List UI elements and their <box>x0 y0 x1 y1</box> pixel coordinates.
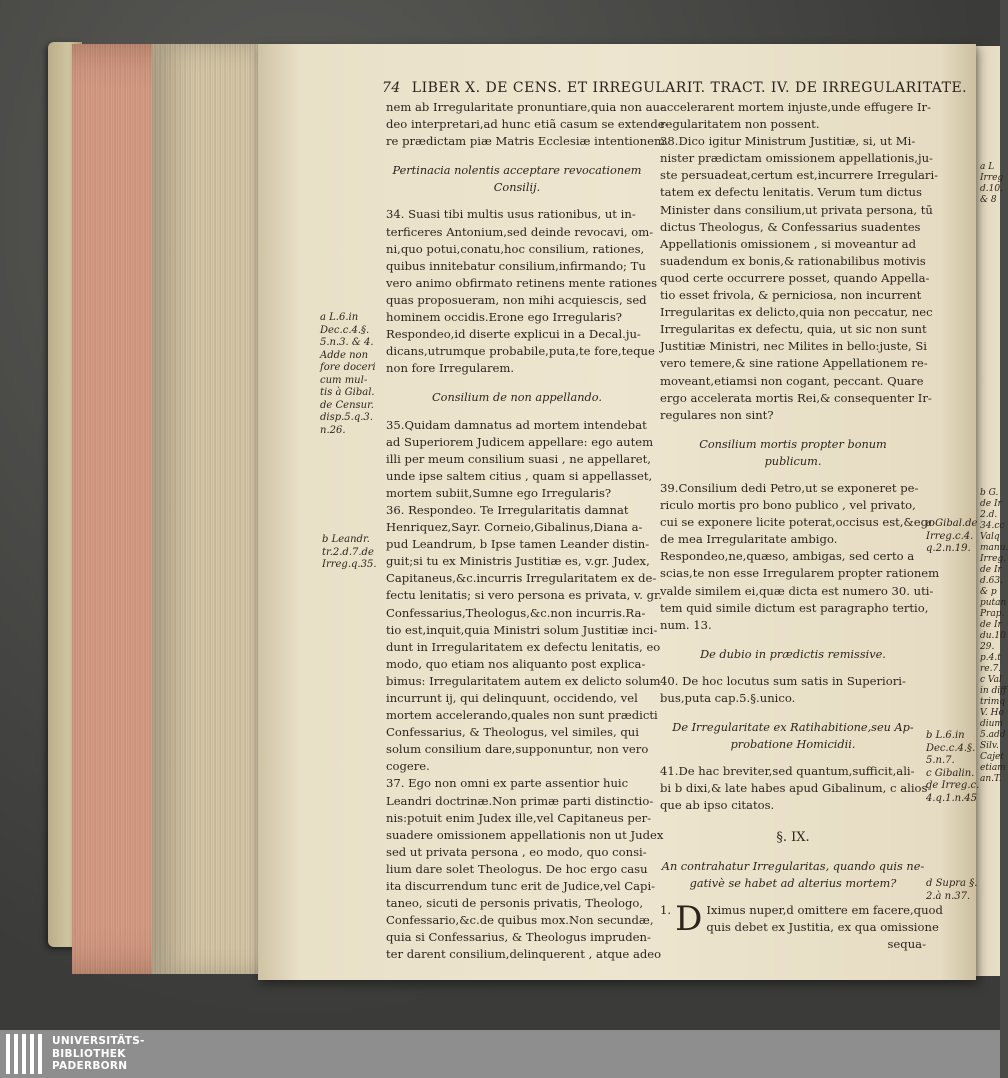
running-title: LIBER X. DE CENS. ET IRREGULARIT. TRACT. IV. DE IRREGULARITATE. <box>411 80 968 96</box>
section-heading <box>660 646 926 663</box>
text-line: nem ab Irregularitate pronuntiare,quia non au- <box>386 100 664 114</box>
text-line: regulares non sint? <box>660 407 774 422</box>
heading-line: De dubio in prædictis remissive. <box>700 647 886 661</box>
text-line: dicans,utrumque probabile,puta,te fore,teque <box>386 344 655 359</box>
text-line: Respondeo,id diserte explicui in a Decal.ju- <box>386 327 641 342</box>
heading-line: De Irregularitate ex Ratihabitione,seu Ap- <box>672 721 914 735</box>
text-line: ergo accelerata mortis Rei,& consequenter Ir- <box>660 390 932 405</box>
text-line: Capitaneus,&c.incurris Irregularitatem ex de- <box>386 571 657 586</box>
text-line: non fore Irregularem. <box>386 361 515 376</box>
paragraph-37 <box>386 775 664 963</box>
text-line: ni,quo potui,conatu,hoc consilium, rationes, <box>386 241 645 256</box>
text-line: sed ut privata persona , eo modo, quo consi- <box>386 844 647 859</box>
library-name-line: PADERBORN <box>52 1060 128 1072</box>
text-line: incurrunt ij, qui delinquunt, occidendo, vel <box>386 691 638 705</box>
margin-note-d-right: d Supra §. 2.à n.37. <box>926 878 978 902</box>
text-line: que ab ipso citatos. <box>660 798 775 813</box>
paragraph-38 <box>660 133 939 424</box>
text-line: Leandri doctrinæ.Non primæ parti distinctio- <box>386 793 654 808</box>
continued-paragraph <box>660 99 931 133</box>
text-line: vero animo obfirmato retinens mente rationes <box>386 275 658 290</box>
text-line: fectu lenitatis; si vero persona es privata, v. gr. <box>386 588 662 603</box>
section-heading <box>386 389 648 406</box>
text-line: Appellationis omissionem , si moveantur ad <box>660 236 917 251</box>
paragraph-34 <box>386 206 658 377</box>
section-heading <box>386 162 648 196</box>
text-line: mortem accelerando,quales non sunt prædicti <box>386 708 658 723</box>
heading-line: An contrahatur Irregularitas, quando quis ne- <box>661 859 925 873</box>
text-line: modo, quo etiam nos aliquanto post explica- <box>386 656 646 671</box>
text-line: guit;si tu ex Ministris Justitiæ es, v.gr. Judex, <box>386 554 650 569</box>
text-line: Respondeo,ne,quæso, ambigas, sed certo a <box>660 549 915 564</box>
section-heading <box>660 719 926 753</box>
text-line: Henriquez,Sayr. Corneio,Gibalinus,Diana a- <box>386 520 643 535</box>
text-line: Irregularitas ex defectu, quia, ut sic non sunt <box>660 322 927 337</box>
text-line: riculo mortis pro bono publico , vel privato, <box>660 498 916 513</box>
right-text-column <box>660 99 943 953</box>
text-line: Irregularitas ex delicto,quia non peccatur, nec <box>660 305 933 320</box>
heading-line: Consilium mortis propter bonum <box>699 437 887 451</box>
margin-note-b: b Leandr. tr.2.d.7.de Irreg.q.35. <box>322 534 377 570</box>
text-line: lium dare solet Theologus. De hoc ergo casu <box>386 861 648 876</box>
text-line: mortem subiit,Sumne ego Irregularis? <box>386 485 612 500</box>
text-line: cui se exponere licite poterat,occisus est,&ego <box>660 515 936 530</box>
text-line: ter darent consilium,delinquerent , atque adeo <box>386 947 662 962</box>
text-line: bi b dixi,& late habes apud Gibalinum, c alios- <box>660 781 932 796</box>
text-line: tio esset frivola, & perniciosa, non incurrent <box>660 288 922 303</box>
text-line: bimus: Irregularitatem autem ex delicto solum <box>386 673 661 688</box>
text-line: valde similem ei,quæ dicta est numero 30. uti- <box>660 583 934 598</box>
paragraph-41 <box>660 763 932 814</box>
text-line: pud Leandrum, b Ipse tamen Leander distin- <box>386 537 650 552</box>
library-name <box>52 1035 145 1073</box>
left-text-column <box>386 99 669 964</box>
heading-line: gativè se habet ad alterius mortem? <box>689 876 897 890</box>
paragraph-1 <box>660 898 943 953</box>
text-line: bus,puta cap.5.§.unico. <box>660 691 796 705</box>
text-line: 36. Respondeo. Te Irregularitatis damnat <box>386 502 629 517</box>
text-line: quis debet ex Justitia, ex qua omissione <box>706 919 939 934</box>
page-stack-edges <box>72 44 262 974</box>
text-line: unde ipse saltem citius , quam si appellasset, <box>386 468 653 483</box>
heading-line: Consilium de non appellando. <box>432 391 602 405</box>
text-line: 39.Consilium dedi Petro,ut se exponeret pe- <box>660 480 919 495</box>
section-heading <box>660 436 926 470</box>
text-line: Confessarius, & Theologus, vel similes, qui <box>386 725 639 740</box>
text-line: Confessarius,Theologus,&c.non incurris.Ra- <box>386 605 646 620</box>
text-line: quia si Confessarius, & Theologus impruden- <box>386 930 651 945</box>
paragraph-40 <box>660 673 926 707</box>
text-line: Iximus nuper,d omittere em facere,quod <box>706 902 943 917</box>
text-line: tatem ex defectu lenitatis. Verum tum dictus <box>660 185 922 200</box>
text-line: terficeres Antonium,sed deinde revocavi, om- <box>386 224 654 239</box>
margin-note-a-right: a Gibal.de Irreg.c.4. q.2.n.19. <box>926 518 978 554</box>
drop-capital: D <box>675 898 703 939</box>
text-line: cogere. <box>386 759 430 774</box>
text-line: taneo, sicuti de personis privatis, Theologo, <box>386 896 644 911</box>
heading-line: probatione Homicidii. <box>730 738 856 752</box>
continued-paragraph <box>386 99 669 150</box>
text-line: 34. Suasi tibi multis usus rationibus, ut in- <box>386 207 636 222</box>
text-line: re prædictam piæ Matris Ecclesiæ intentionem. <box>386 134 669 149</box>
text-line: nister prædictam omissionem appellationis,ju- <box>660 151 933 166</box>
catchword: sequa- <box>887 937 926 952</box>
heading-line: Consilij. <box>493 181 541 195</box>
margin-note-bc-right: b L.6.in Dec.c.4.§. 5.n.7. c Gibalin. de Irreg.c. 4.q.1.n.45 <box>926 730 980 804</box>
text-line: 37. Ego non omni ex parte assentior huic <box>386 776 629 791</box>
text-line: dictus Theologus, & Confessarius suadentes <box>660 219 921 234</box>
text-line: Confessario,&c.de quibus mox.Non secundæ, <box>386 913 654 928</box>
text-line: ita discurrendum tunc erit de Judice,vel Capi- <box>386 879 656 894</box>
library-name-line: BIBLIOTHEK <box>52 1047 126 1060</box>
library-logo-icon <box>6 1034 46 1074</box>
text-line: nis:potuit enim Judex ille,vel Capitaneus per- <box>386 810 652 825</box>
text-line: accelerarent mortem injuste,unde effugere Ir- <box>660 100 931 114</box>
text-line: suadere omissionem appellationis non ut Judex <box>386 827 664 842</box>
text-line: Justitiæ Ministri, nec Milites in bello:juste, Si <box>660 339 928 354</box>
text-line: illi per meum consilium suasi , ne appellaret, <box>386 451 651 466</box>
text-line: 38.Dico igitur Ministrum Justitiæ, si, ut Mi- <box>660 134 916 149</box>
running-header <box>382 80 967 96</box>
text-line: de mea Irregularitate ambigo. <box>660 532 838 547</box>
text-line: ste persuadeat,certum est,incurrere Irregulari- <box>660 168 939 183</box>
text-line: moveant,etiamsi non cogant, peccant. Quare <box>660 373 924 388</box>
facing-page-notes-top: a L Irreg d.10. & 8 <box>980 162 1004 205</box>
heading-line: publicum. <box>764 454 822 468</box>
text-line: hominem occidis.Erone ego Irregularis? <box>386 310 622 325</box>
text-line: solum consilium dare,supponuntur, non vero <box>386 742 649 757</box>
text-line: tem quid simile dictum est paragrapho tertio, <box>660 600 929 615</box>
margin-note-a: a L.6.in Dec.c.4.§. 5.n.3. & 4. Adde non fore doceri cum mul- tis à Gibal. de Censur. disp.5.q.3. n.26. <box>320 312 376 436</box>
paragraph-39 <box>660 480 940 634</box>
heading-line: Pertinacia nolentis acceptare revocationem <box>392 164 642 178</box>
text-line: 41.De hac breviter,sed quantum,sufficit,ali- <box>660 764 915 779</box>
text-line: Minister dans consilium,ut privata persona, tū <box>660 202 933 217</box>
text-line: num. 13. <box>660 617 712 632</box>
paragraph-35 <box>386 417 654 502</box>
text-line: dunt in Irregularitatem ex defectu lenitatis, eo <box>386 639 661 654</box>
text-line: regularitatem non possent. <box>660 117 820 132</box>
text-line: suadendum ex bonis,& rationabilibus motivis <box>660 253 926 268</box>
text-line: scias,te non esse Irregularem propter rationem <box>660 566 940 581</box>
paragraph-number: 1. <box>660 902 672 917</box>
text-line: deo interpretari,ad hunc etiã casum se extende- <box>386 117 669 132</box>
section-number: §. IX. <box>776 829 810 845</box>
text-line: 40. De hoc locutus sum satis in Superiori- <box>660 673 906 688</box>
section-heading <box>660 858 926 892</box>
page-number: 74 <box>382 80 401 96</box>
text-line: quibus innitebatur consilium,infirmando; Tu <box>386 258 646 273</box>
paragraph-36 <box>386 502 662 776</box>
text-line: tio est,inquit,quia Ministri solum Justitiæ inci- <box>386 622 658 637</box>
facing-page-notes-middle: b G. de Ir 2.d. 34.cc Valq manu. Irreg. de Ir d.63. & p putan Prap. de Ir du.10 29. p.4.t re.7. c Val in diff trimq V. Ho dium 5.add Silv. Cajet etiam an.T. <box>980 488 1008 784</box>
text-line: vero temere,& sine ratione Appellationem re- <box>660 356 928 371</box>
text-line: ad Superiorem Judicem appellare: ego autem <box>386 434 654 449</box>
text-line: quas proposueram, non mihi acquiescis, sed <box>386 292 647 307</box>
library-footer <box>0 1030 1000 1078</box>
text-line: quod certe occurrere posset, quando Appella- <box>660 270 930 285</box>
library-name-line: UNIVERSITÄTS- <box>52 1035 145 1047</box>
text-line: 35.Quidam damnatus ad mortem intendebat <box>386 417 647 432</box>
